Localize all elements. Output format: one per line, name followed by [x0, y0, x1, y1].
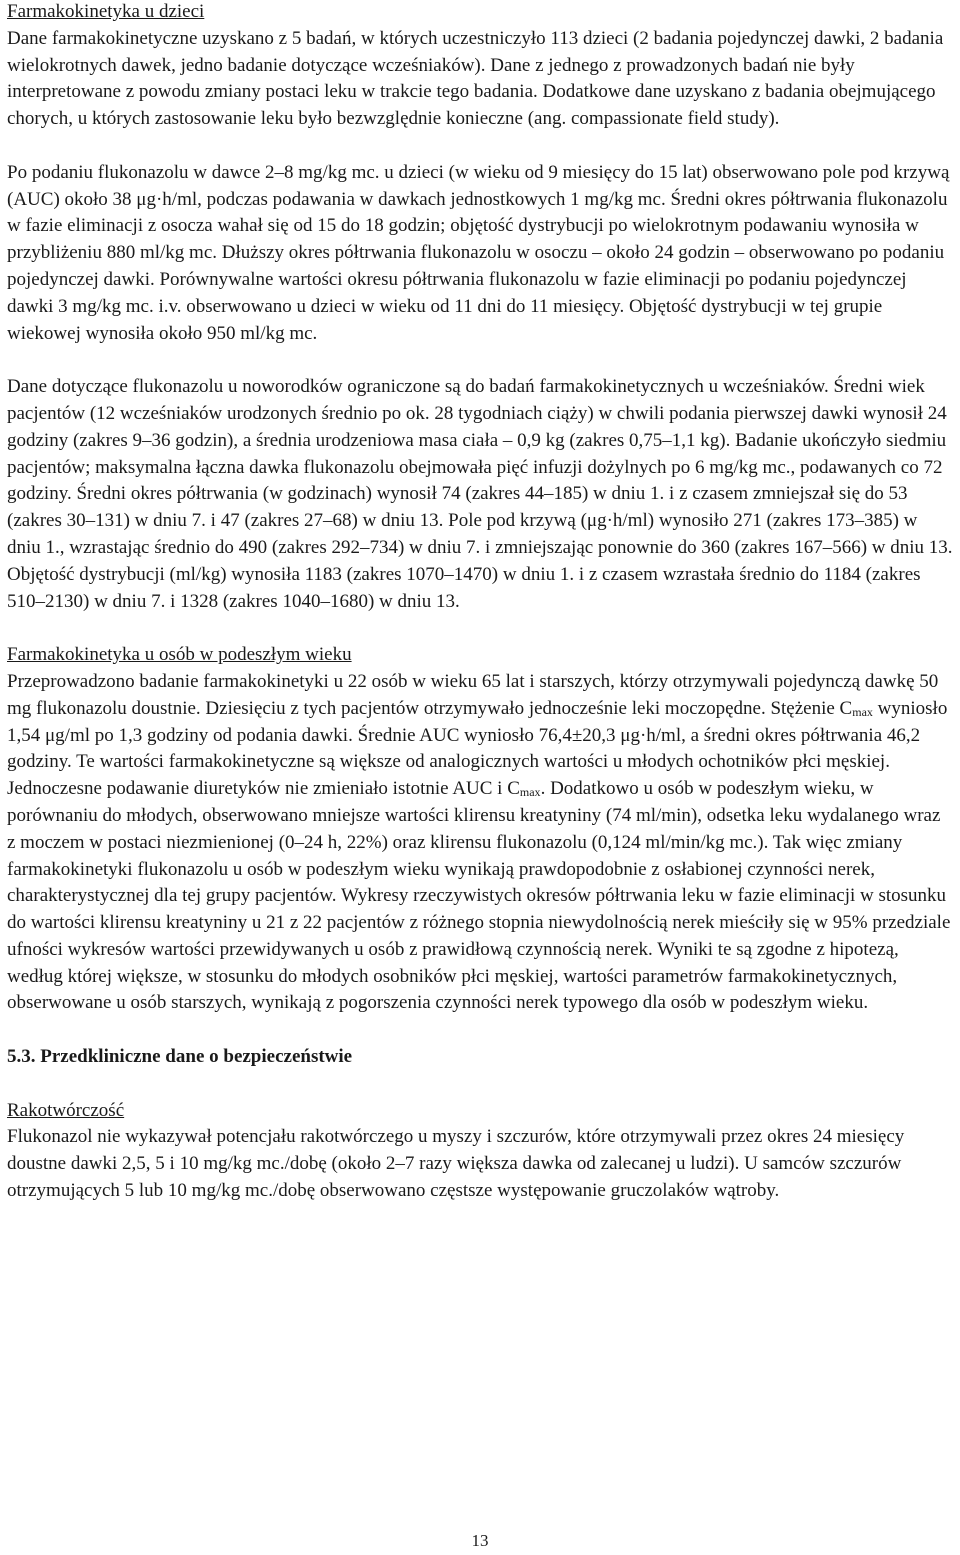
subsection-heading-carcinogenicity: Rakotwórczość: [7, 1099, 125, 1121]
spacer: [7, 615, 953, 642]
section-heading-preclinical: 5.3. Przedkliniczne dane o bezpieczeństwie: [7, 1046, 353, 1068]
spacer: [7, 1017, 953, 1044]
paragraph-children-3: Dane dotyczące flukonazolu u noworodków ograniczone są do badań farmakokinetycznych u wcześniaków. Średni wiek pacjentów (12 wcześniaków urodzonych średnio po ok. 28 tygodniach ciąży) w chwili podania pierwszej dawki wynosił 24 godziny (zakres 9–36 godzin), a średnia urodzeniowa masa ciała – 0,9 kg (zakres 0,75–1,1 kg). Badanie ukończyło siedmiu pacjentów; maksymalna łączna dawka flukonazolu obejmowała pięć infuzji dożylnych po 6 mg/kg mc., podawanych co 72 godziny. Średni okres półtrwania (w godzinach) wynosił 74 (zakres 44–185) w dniu 1. i z czasem zmniejszał się do 53 (zakres 30–131) w dniu 7. i 47 (zakres 27–68) w dniu 13. Pole pod krzywą (μg·h/ml) wynosiło 271 (zakres 173–385) w dniu 1., wzrastając średnio do 490 (zakres 292–734) w dniu 7. i zmniejszając ponownie do 360 (zakres 167–566) w dniu 13. Objętość dystrybucji (ml/kg) wynosiła 1183 (zakres 1070–1470) w dniu 1. i z czasem wzrastała średnio do 1184 (zakres 510–2130) w dniu 7. i 1328 (zakres 1040–1680) w dniu 13.: [7, 376, 953, 612]
paragraph-preclinical-1: Flukonazol nie wykazywał potencjału rakotwórczego u myszy i szczurów, które otrzymywali przez okres 24 miesięcy doustne dawki 2,5, 5 i 10 mg/kg mc./dobę (około 2–7 razy większa dawka od zalecanej u ludzi). U samców szczurów otrzymujących 5 lub 10 mg/kg mc./dobę obserwowano częstsze występowanie gruczolaków wątroby.: [7, 1126, 905, 1202]
spacer: [7, 347, 953, 374]
subscript-max: max: [519, 785, 541, 800]
subscript-max: max: [852, 704, 873, 719]
spacer: [7, 1071, 953, 1098]
paragraph-elderly-1: [7, 669, 953, 1017]
section-heading-elderly: Farmakokinetyka u osób w podeszłym wieku: [7, 644, 352, 666]
paragraph-children-2: Po podaniu flukonazolu w dawce 2–8 mg/kg mc. u dzieci (w wieku od 9 miesięcy do 15 lat) obserwowano pole pod krzywą (AUC) około 38 μg·h/ml, podczas podawania w dawkach jednostkowych 1 mg/kg mc. Średni okres półtrwania flukonazolu w fazie eliminacji z osocza wahał się od 15 do 18 godzin; objętość dystrybucji po wielokrotnym podawaniu wynosiła w przybliżeniu 880 ml/kg mc. Dłuższy okres półtrwania flukonazolu w osoczu – około 24 godzin – obserwowano po podaniu pojedynczej dawki. Porównywalne wartości okresu półtrwania flukonazolu w fazie eliminacji po podaniu pojedynczej dawki 3 mg/kg mc. i.v. obserwowano u dzieci w wieku od 11 dni do 11 miesięcy. Objętość dystrybucji w tej grupie wiekowej wynosiła około 950 ml/kg mc.: [7, 161, 950, 344]
document-page: [7, 0, 953, 1205]
text-run: . Dodatkowo u osób w podeszłym wieku, w porównaniu do młodych, obserwowano mniejsze wartości klirensu kreatyniny (74 ml/min), odsetka leku wydalanego wraz z moczem w postaci niezmienionej (0–24 h, 22%) oraz klirensu flukonazolu (0,124 ml/min/kg mc.). Tak więc zmiany farmakokinetyki flukonazolu u osób w podeszłym wieku wynikają prawdopodobnie z osłabionej czynności nerek, charakterystycznej dla tej grupy pacjentów. Wykresy rzeczywistych okresów półtrwania leku w fazie eliminacji w stosunku do wartości klirensu kreatyniny u 21 z 22 pacjentów z różnego stopnia niewydolnością nerek mieściły się w 95% przedziale ufności wykresów wartości przewidywanych u osób z prawidłową czynnością nerek. Wyniki te są zgodne z hipotezą, według której większe, w stosunku do młodych osobników płci męskiej, wartości parametrów farmakokinetycznych, obserwowane u osób starszych, wynikają z pogorszenia czynności nerek typowego dla osób w podeszłym wieku.: [7, 778, 951, 1014]
text-run: Przeprowadzono badanie farmakokinetyki u 22 osób w wieku 65 lat i starszych, którzy otrzymywali pojedynczą dawkę 50 mg flukonazolu doustnie. Dziesięciu z tych pacjentów otrzymywało jednocześnie leki moczopędne. Stężenie C: [7, 670, 939, 719]
page-number: 13: [471, 1531, 489, 1550]
section-heading-children: Farmakokinetyka u dzieci: [7, 1, 205, 22]
spacer: [7, 133, 953, 160]
paragraph-children-1: Dane farmakokinetyczne uzyskano z 5 badań, w których uczestniczyło 113 dzieci (2 badania pojedynczej dawki, 2 badania wielokrotnych dawek, jedno badanie dotyczące wcześniaków). Dane z jednego z prowadzonych badań nie były interpretowane z powodu zmiany postaci leku w trakcie tego badania. Dodatkowe dane uzyskano z badania obejmującego chorych, u których zastosowanie leku było bezwzględnie konieczne (ang. compassionate field study).: [7, 27, 944, 130]
text-run: wyniosło 1,54 μg/ml po 1,3 godziny od podania dawki. Średnie AUC wyniosło 76,4±20,3 μg·h/ml, a średni okres półtrwania 46,2 godziny. Te wartości farmakokinetyczne są większe od analogicznych wartości u młodych ochotników płci męskiej. Jednoczesne podawanie diuretyków nie zmieniało istotnie AUC i C: [7, 697, 948, 800]
